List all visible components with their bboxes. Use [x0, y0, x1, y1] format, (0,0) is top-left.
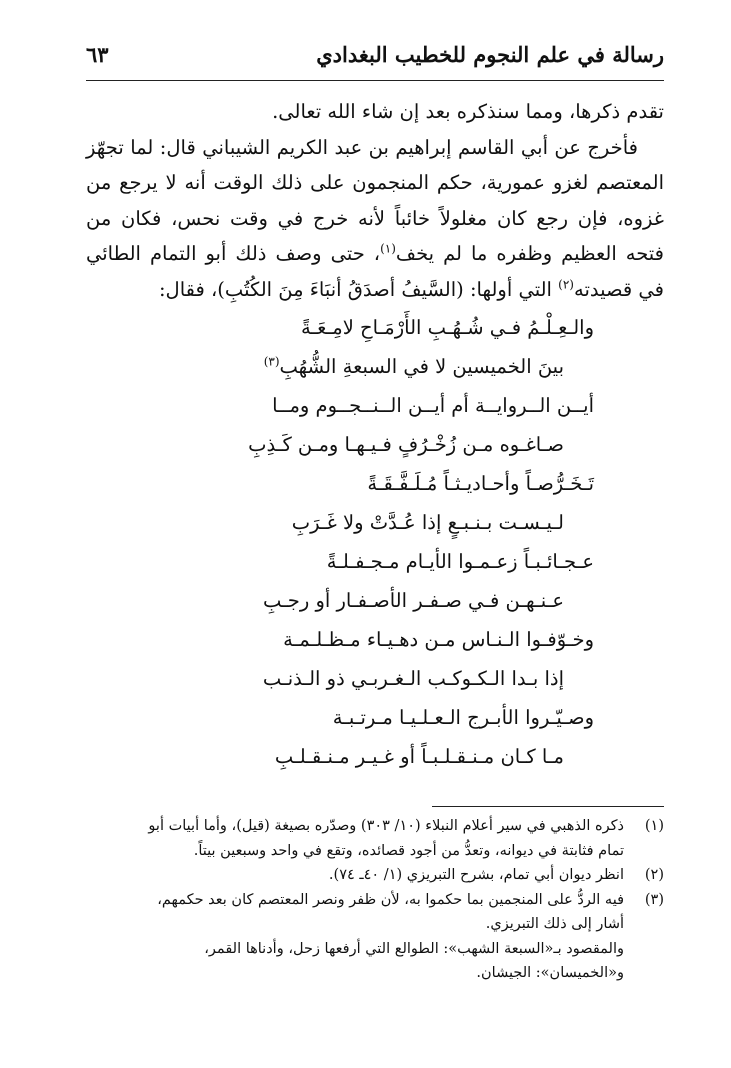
footnote-3-line-2: أشار إلى ذلك التبريزي. — [485, 916, 624, 932]
paragraph-2-part-b: ، حتى وصف ذلك أبو التمام الطائي في قصيدته — [86, 242, 664, 301]
paragraph-2 — [86, 130, 664, 308]
footnote-1-number: (١) — [644, 818, 664, 834]
verse-1-second-text: بينَ الخميسين لا في السبعةِ الشُّهُبِ — [279, 355, 564, 378]
footnote-2-line-1: انظر ديوان أبي تمام، بشرح التبريزي (١/ ٤٠ـ ٧٤). — [328, 867, 624, 883]
footnotes — [86, 814, 664, 986]
paragraph-2-part-a: فأخرج عن أبي القاسم إبراهيم بن عبد الكريم الشيباني قال: لما تجهّز المعتصم لغزو عمورية، حكم المنجمون على ذلك الوقت أنه لا يرجع من غزوه، فإن رجع كان مغلولاً خائباً لأنه خرج في وقت نحس، فكان من فتحه العظيم وظفره ما لم يخف — [86, 135, 664, 265]
verse-1-second-hemistich — [264, 355, 564, 378]
poem-line — [86, 667, 664, 706]
poem-line — [86, 511, 664, 550]
footnote-3 — [86, 888, 664, 986]
header-divider — [86, 80, 664, 81]
poem-line — [86, 433, 664, 472]
poem-line — [86, 745, 664, 784]
footnote-3-line-1: فيه الردُّ على المنجمين بما حكموا به، لأن ظفر ونصر المعتصم كان بعد حكمهم، — [157, 891, 624, 908]
poem-line — [86, 472, 664, 511]
verse-3-second-hemistich: لـيـسـت بـنـبـعٍ إذا عُـدَّتْ ولا غَـرَبِ — [291, 511, 564, 534]
footnote-2-number: (٢) — [644, 867, 664, 883]
footnote-ref-1[interactable]: (١) — [380, 241, 396, 256]
footnote-3-line-4: و«الخميسان»: الجيشان. — [476, 965, 624, 981]
poem-line — [86, 628, 664, 667]
verse-2-second-hemistich: صـاغـوه مـن زُخْـرُفٍ فـيـهـا ومـن كَـذِبِ — [248, 433, 564, 456]
footnote-ref-2[interactable]: (٢) — [558, 277, 574, 291]
footnote-1-line-1: ذكره الذهبي في سير أعلام النبلاء (١٠/ ٣٠٣) وصدّره بصيغة (قيل)، وأما أبيات أبو — [148, 818, 624, 834]
header-title: رسالة في علم النجوم للخطيب البغدادي — [316, 42, 664, 67]
verse-6-first-hemistich: وصـيّـروا الأبـرج الـعـلـيـا مـرتـبـة — [332, 706, 594, 729]
verse-2-first-hemistich: أيــن الــروايــة أم أيــن الــنــجــوم ومــا — [272, 394, 594, 417]
verse-4-second-hemistich: عـنـهـن فـي صـفـر الأصـفـار أو رجـبِ — [262, 589, 564, 612]
poem — [86, 316, 664, 784]
poem-line — [86, 355, 664, 394]
poem-line — [86, 550, 664, 589]
footnote-3-number: (٣) — [644, 891, 664, 908]
paragraph-1: تقدم ذكرها، ومما سنذكره بعد إن شاء الله تعالى. — [272, 100, 664, 123]
verse-1-first-hemistich: والـعِـلْـمُ فـي شُـهُـبِ الأَرْمَـاحِ لامِـعَـةً — [301, 316, 594, 339]
poem-line — [86, 316, 664, 355]
footnote-1 — [86, 814, 664, 863]
verse-3-first-hemistich: تَـخَـرُّصـاً وأحـاديـثـاً مُـلَـفَّـقَـةً — [367, 472, 594, 495]
poem-line — [86, 706, 664, 745]
footnote-ref-3[interactable]: (٣) — [263, 354, 280, 369]
verse-6-second-hemistich: مـا كـان مـنـقـلـبـاً أو غـيـر مـنـقـلـبِ — [274, 745, 564, 768]
verse-4-first-hemistich: عـجـائـبـاً زعـمـوا الأيـام مـجـفـلـةً — [326, 550, 594, 573]
main-text — [86, 94, 664, 307]
verse-5-second-hemistich: إذا بـدا الـكـوكـب الـغـربـي ذو الـذنـب — [262, 667, 564, 690]
footnote-divider — [432, 806, 664, 807]
page-number: ٦٣ — [86, 42, 109, 67]
verse-5-first-hemistich: وخـوّفـوا الـنـاس مـن دهـيـاء مـظـلـمـة — [283, 628, 594, 651]
footnote-2 — [86, 863, 664, 888]
footnote-3-line-3: والمقصود بـ«السبعة الشهب»: الطوالع التي أرفعها زحل، وأدناها القمر، — [204, 940, 624, 957]
poem-line — [86, 394, 664, 433]
running-header — [86, 34, 664, 76]
footnote-1-line-2: تمام فثابتة في ديوانه، وتعدُّ من أجود قصائده، وتقع في واحد وسبعين بيتاً. — [193, 842, 624, 859]
paragraph-2-part-c: التي أولها: (السَّيفُ أصدَقُ أنبَاءَ مِنَ الكُتُبِ)، فقال: — [158, 277, 559, 301]
poem-line — [86, 589, 664, 628]
